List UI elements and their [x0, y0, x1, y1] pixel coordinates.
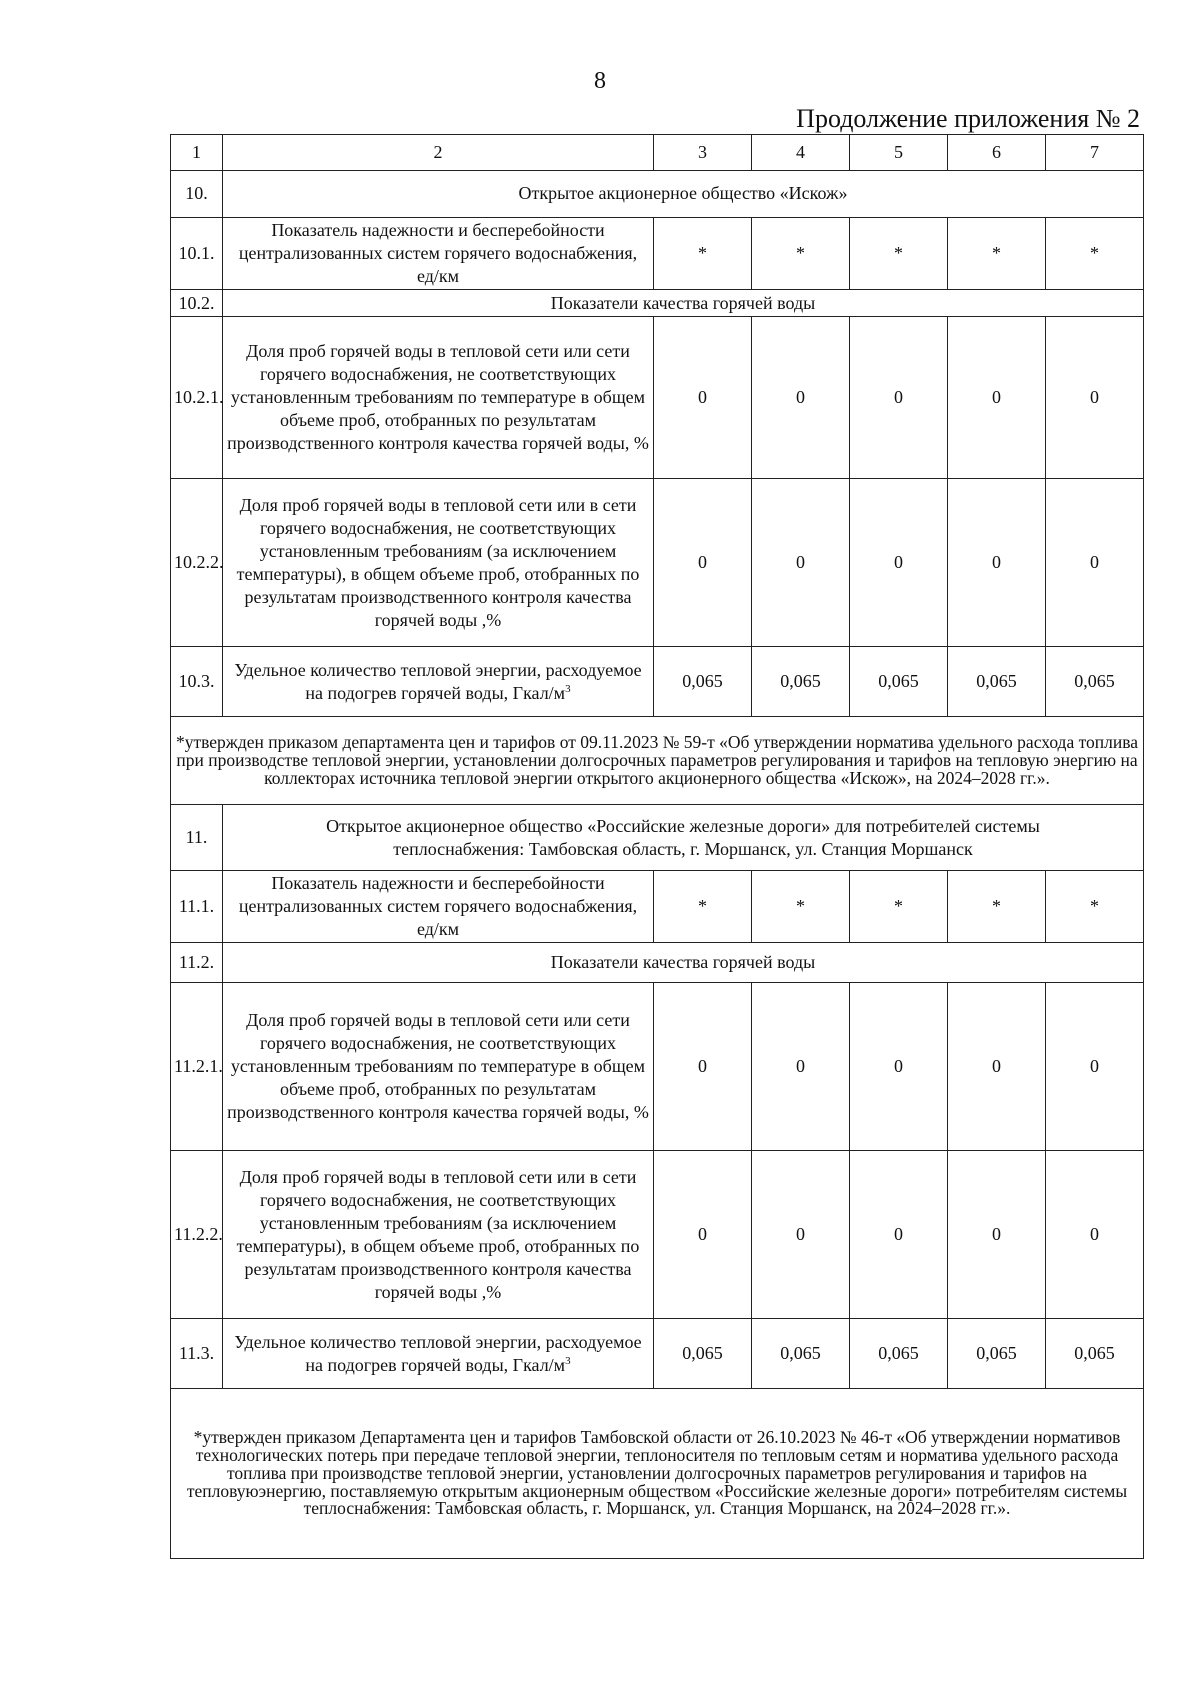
row-number: 11. [171, 805, 223, 871]
value-cell: * [654, 871, 752, 943]
section-row [171, 805, 1144, 871]
subsection-row [171, 943, 1144, 983]
row-number: 11.2.1. [171, 983, 223, 1151]
table-row [171, 871, 1144, 943]
indicator-label-text: Удельное количество тепловой энергии, расходуемое на подогрев горячей воды, Гкал/м [234, 1331, 642, 1375]
value-cell: 0 [1046, 479, 1144, 647]
table-row [171, 1151, 1144, 1319]
value-cell: 0 [850, 479, 948, 647]
section-row [171, 171, 1144, 218]
header-cell: 7 [1046, 135, 1144, 171]
header-cell: 2 [223, 135, 654, 171]
continuation-title: Продолжение приложения № 2 [796, 104, 1140, 133]
table-row [171, 479, 1144, 647]
indicators-table [170, 134, 1144, 1559]
indicator-label [223, 647, 654, 717]
value-cell: 0 [654, 317, 752, 479]
indicator-label: Доля проб горячей воды в тепловой сети или в сети горячего водоснабжения, не соответствующих установленным требованиям (за исключением температуры), в общем объеме проб, отобранных по результатам производственного контроля качества горячей воды ,% [223, 479, 654, 647]
value-cell: 0 [948, 479, 1046, 647]
row-number: 10.2. [171, 290, 223, 317]
value-cell: * [1046, 871, 1144, 943]
value-cell: 0 [752, 1151, 850, 1319]
value-cell: * [752, 218, 850, 290]
table-row [171, 317, 1144, 479]
value-cell: * [850, 218, 948, 290]
row-number: 10. [171, 171, 223, 218]
value-cell: * [948, 218, 1046, 290]
header-cell: 1 [171, 135, 223, 171]
section-title: Открытое акционерное общество «Российские железные дороги» для потребителей системы теплоснабжения: Тамбовская область, г. Моршанск, ул. Станция Моршанск [223, 805, 1144, 871]
table-row [171, 218, 1144, 290]
indicator-label [223, 1319, 654, 1389]
subsection-title: Показатели качества горячей воды [223, 290, 1144, 317]
indicator-label: Доля проб горячей воды в тепловой сети или сети горячего водоснабжения, не соответствующих установленным требованиям по температуре в общем объеме проб, отобранных по результатам производственного контроля качества горячей воды, % [223, 317, 654, 479]
header-cell: 4 [752, 135, 850, 171]
value-cell: 0,065 [1046, 647, 1144, 717]
row-number: 11.2. [171, 943, 223, 983]
value-cell: 0,065 [850, 647, 948, 717]
value-cell: 0,065 [752, 1319, 850, 1389]
value-cell: 0 [850, 1151, 948, 1319]
indicator-label: Показатель надежности и бесперебойности централизованных систем горячего водоснабжения, ед/км [223, 871, 654, 943]
value-cell: * [948, 871, 1046, 943]
table-row [171, 647, 1144, 717]
value-cell: 0 [1046, 317, 1144, 479]
row-number: 10.1. [171, 218, 223, 290]
value-cell: 0,065 [948, 647, 1046, 717]
row-number: 10.3. [171, 647, 223, 717]
superscript: 3 [565, 682, 571, 695]
value-cell: 0 [752, 317, 850, 479]
header-row [171, 135, 1144, 171]
value-cell: 0 [850, 317, 948, 479]
value-cell: 0 [948, 983, 1046, 1151]
row-number: 10.2.1. [171, 317, 223, 479]
value-cell: 0,065 [1046, 1319, 1144, 1389]
value-cell: 0 [948, 317, 1046, 479]
value-cell: 0,065 [654, 647, 752, 717]
value-cell: 0 [752, 983, 850, 1151]
value-cell: 0 [654, 1151, 752, 1319]
header-cell: 3 [654, 135, 752, 171]
value-cell: 0 [1046, 1151, 1144, 1319]
value-cell: 0 [1046, 983, 1144, 1151]
indicator-label: Показатель надежности и бесперебойности централизованных систем горячего водоснабжения, ед/км [223, 218, 654, 290]
page-number: 8 [594, 68, 606, 94]
indicator-label-text: Удельное количество тепловой энергии, расходуемое на подогрев горячей воды, Гкал/м [234, 659, 642, 703]
value-cell: * [850, 871, 948, 943]
value-cell: 0 [654, 983, 752, 1151]
header-cell: 5 [850, 135, 948, 171]
footnote-row [171, 1389, 1144, 1559]
table-row [171, 1319, 1144, 1389]
row-number: 11.1. [171, 871, 223, 943]
value-cell: 0 [850, 983, 948, 1151]
value-cell: 0 [948, 1151, 1046, 1319]
footnote: *утвержден приказом департамента цен и тарифов от 09.11.2023 № 59-т «Об утверждении норматива удельного расхода топлива при производстве тепловой энергии, установлении долгосрочных параметров регулирования и тарифов на тепловую энергию на коллекторах источника тепловой энергии открытого акционерного общества «Искож», на 2024–2028 гг.». [171, 717, 1144, 805]
value-cell: 0,065 [850, 1319, 948, 1389]
subsection-title: Показатели качества горячей воды [223, 943, 1144, 983]
row-number: 11.3. [171, 1319, 223, 1389]
value-cell: 0,065 [752, 647, 850, 717]
value-cell: 0 [654, 479, 752, 647]
indicator-label: Доля проб горячей воды в тепловой сети или сети горячего водоснабжения, не соответствующих установленным требованиям по температуре в общем объеме проб, отобранных по результатам производственного контроля качества горячей воды, % [223, 983, 654, 1151]
value-cell: * [1046, 218, 1144, 290]
indicator-label: Доля проб горячей воды в тепловой сети или в сети горячего водоснабжения, не соответствующих установленным требованиям (за исключением температуры), в общем объеме проб, отобранных по результатам производственного контроля качества горячей воды ,% [223, 1151, 654, 1319]
value-cell: 0,065 [948, 1319, 1046, 1389]
section-title: Открытое акционерное общество «Искож» [223, 171, 1144, 218]
value-cell: * [654, 218, 752, 290]
header-cell: 6 [948, 135, 1046, 171]
row-number: 10.2.2. [171, 479, 223, 647]
value-cell: * [752, 871, 850, 943]
footnote: *утвержден приказом Департамента цен и тарифов Тамбовской области от 26.10.2023 № 46-т «Об утверждении нормативов технологических потерь при передаче тепловой энергии, теплоносителя по тепловым сетям и норматива удельного расхода топлива при производстве тепловой энергии, установлении долгосрочных параметров регулирования и тарифов на тепловуюэнергию, поставляемую открытым акционерным обществом «Российские железные дороги» потребителям системы теплоснабжения: Тамбовская область, г. Моршанск, ул. Станция Моршанск, на 2024–2028 гг.». [171, 1389, 1144, 1559]
subsection-row [171, 290, 1144, 317]
footnote-row [171, 717, 1144, 805]
superscript: 3 [565, 1354, 571, 1367]
value-cell: 0 [752, 479, 850, 647]
value-cell: 0,065 [654, 1319, 752, 1389]
row-number: 11.2.2. [171, 1151, 223, 1319]
table-row [171, 983, 1144, 1151]
